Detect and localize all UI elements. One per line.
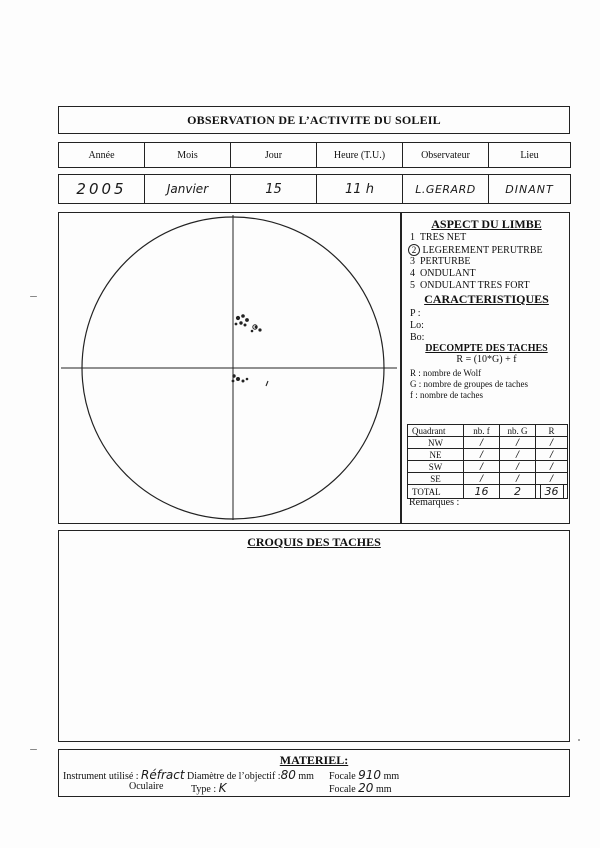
aspect-option-5-label: ONDULANT TRES FORT — [420, 280, 530, 291]
sunspot-count-table — [407, 424, 568, 499]
aspect-option-3-num: 3 — [410, 256, 415, 267]
wolf-formula: R = (10*G) + f — [456, 354, 517, 365]
header-table — [58, 142, 571, 168]
aspect-option-2-selected-mark: 2 — [408, 244, 420, 256]
ocular-focal-field — [329, 781, 392, 795]
total-r-cell[interactable] — [536, 485, 568, 499]
instrument-value[interactable]: Réfract — [141, 768, 185, 782]
table-header-row — [408, 425, 568, 437]
value-lieu[interactable]: DINANT — [489, 175, 571, 204]
croquis-panel — [58, 530, 570, 742]
nw-r-cell[interactable]: ∕ — [536, 437, 568, 449]
solar-disk-panel — [58, 212, 401, 524]
ocular-focal-label: Focale — [329, 784, 356, 795]
solar-disk-drawing — [59, 213, 399, 522]
aspect-option-4[interactable] — [410, 268, 476, 279]
table-row — [408, 461, 568, 473]
quadrant-ne: NE — [408, 449, 464, 461]
legend-r: R : nombre de Wolf — [410, 368, 482, 378]
diameter-label: Diamètre de l’objectif : — [187, 771, 281, 782]
aspect-panel — [401, 212, 570, 524]
instrument-field — [63, 768, 185, 782]
focal-value[interactable]: 910 — [358, 768, 382, 782]
focal-field — [329, 768, 399, 782]
diameter-field — [187, 768, 314, 782]
scan-speck — [578, 739, 580, 741]
table-row — [408, 473, 568, 485]
diameter-unit: mm — [298, 771, 314, 782]
col-r: R — [536, 425, 568, 437]
value-observateur[interactable]: L.GERARD — [403, 175, 489, 204]
ne-f-cell[interactable]: ∕ — [464, 449, 500, 461]
materiel-title: MATERIEL: — [279, 753, 349, 767]
header-heure: Heure (T.U.) — [317, 143, 403, 168]
aspect-option-5[interactable] — [410, 280, 530, 291]
total-g-cell[interactable]: 2 — [500, 485, 536, 499]
sw-r-cell[interactable]: ∕ — [536, 461, 568, 473]
aspect-option-3[interactable] — [410, 256, 471, 267]
p-field-label: P : — [410, 308, 421, 319]
col-nb-f: nb. f — [464, 425, 500, 437]
aspect-title: ASPECT DU LIMBE — [431, 217, 542, 231]
characteristics-title: CARACTERISTIQUES — [424, 292, 549, 306]
total-r-value: 36 — [540, 485, 564, 499]
header-lieu: Lieu — [489, 143, 571, 168]
croquis-title: CROQUIS DES TACHES — [247, 535, 381, 549]
ne-g-cell[interactable]: ∕ — [500, 449, 536, 461]
diameter-value[interactable]: 80 — [280, 768, 296, 782]
page-title: OBSERVATION DE L’ACTIVITE DU SOLEIL — [187, 113, 441, 127]
ocular-focal-value[interactable]: 20 — [358, 781, 374, 795]
materiel-panel — [58, 749, 570, 797]
header-annee: Année — [59, 143, 145, 168]
type-value[interactable]: K — [218, 781, 227, 795]
table-row — [408, 437, 568, 449]
focal-unit: mm — [383, 771, 400, 782]
col-quadrant: Quadrant — [408, 425, 464, 437]
se-r-cell[interactable]: ∕ — [536, 473, 568, 485]
sw-g-cell[interactable]: ∕ — [500, 461, 536, 473]
title-box — [58, 106, 570, 134]
ocular-focal-unit: mm — [375, 784, 392, 795]
value-jour[interactable]: 15 — [231, 175, 317, 204]
count-title: DECOMPTE DES TACHES — [425, 343, 548, 354]
remarks-label: Remarques : — [409, 497, 460, 508]
se-f-cell[interactable]: ∕ — [464, 473, 500, 485]
sunspot-group-north — [235, 315, 261, 332]
col-nb-g: nb. G — [500, 425, 536, 437]
focal-label: Focale — [329, 771, 356, 782]
ocular-label: Oculaire — [129, 781, 164, 792]
aspect-option-4-num: 4 — [410, 268, 415, 279]
se-g-cell[interactable]: ∕ — [500, 473, 536, 485]
scan-speck — [30, 296, 37, 297]
header-values-table — [58, 174, 571, 204]
total-label: TOTAL — [408, 485, 464, 499]
quadrant-se: SE — [408, 473, 464, 485]
value-heure[interactable]: 11 h — [317, 175, 403, 204]
sw-f-cell[interactable]: ∕ — [464, 461, 500, 473]
scan-speck — [30, 749, 37, 750]
aspect-option-5-num: 5 — [410, 280, 415, 291]
bo-field-label: Bo: — [410, 332, 425, 343]
quadrant-sw: SW — [408, 461, 464, 473]
aspect-option-2-label: LEGEREMENT PERUTRBE — [422, 245, 543, 256]
quadrant-nw: NW — [408, 437, 464, 449]
type-label: Type : — [191, 784, 217, 795]
legend-f: f : nombre de taches — [410, 390, 483, 400]
header-jour: Jour — [231, 143, 317, 168]
aspect-option-4-label: ONDULANT — [420, 268, 476, 279]
sunspot-group-south — [232, 375, 268, 386]
legend-g: G : nombre de groupes de taches — [410, 379, 528, 389]
aspect-option-1-label: TRES NET — [419, 232, 467, 243]
value-mois[interactable]: Janvier — [145, 175, 231, 204]
nw-f-cell[interactable]: ∕ — [464, 437, 500, 449]
nw-g-cell[interactable]: ∕ — [500, 437, 536, 449]
value-annee[interactable]: 2005 — [59, 175, 145, 204]
aspect-option-3-label: PERTURBE — [420, 256, 471, 267]
lo-field-label: Lo: — [410, 320, 424, 331]
header-mois: Mois — [145, 143, 231, 168]
header-observateur: Observateur — [403, 143, 489, 168]
ne-r-cell[interactable]: ∕ — [536, 449, 568, 461]
type-field — [191, 781, 227, 795]
instrument-label: Instrument utilisé : — [63, 771, 139, 782]
table-row — [408, 449, 568, 461]
aspect-option-1[interactable] — [410, 232, 466, 243]
aspect-option-1-num: 1 — [410, 232, 415, 243]
total-f-cell[interactable]: 16 — [464, 485, 500, 499]
aspect-option-2[interactable] — [410, 244, 543, 256]
